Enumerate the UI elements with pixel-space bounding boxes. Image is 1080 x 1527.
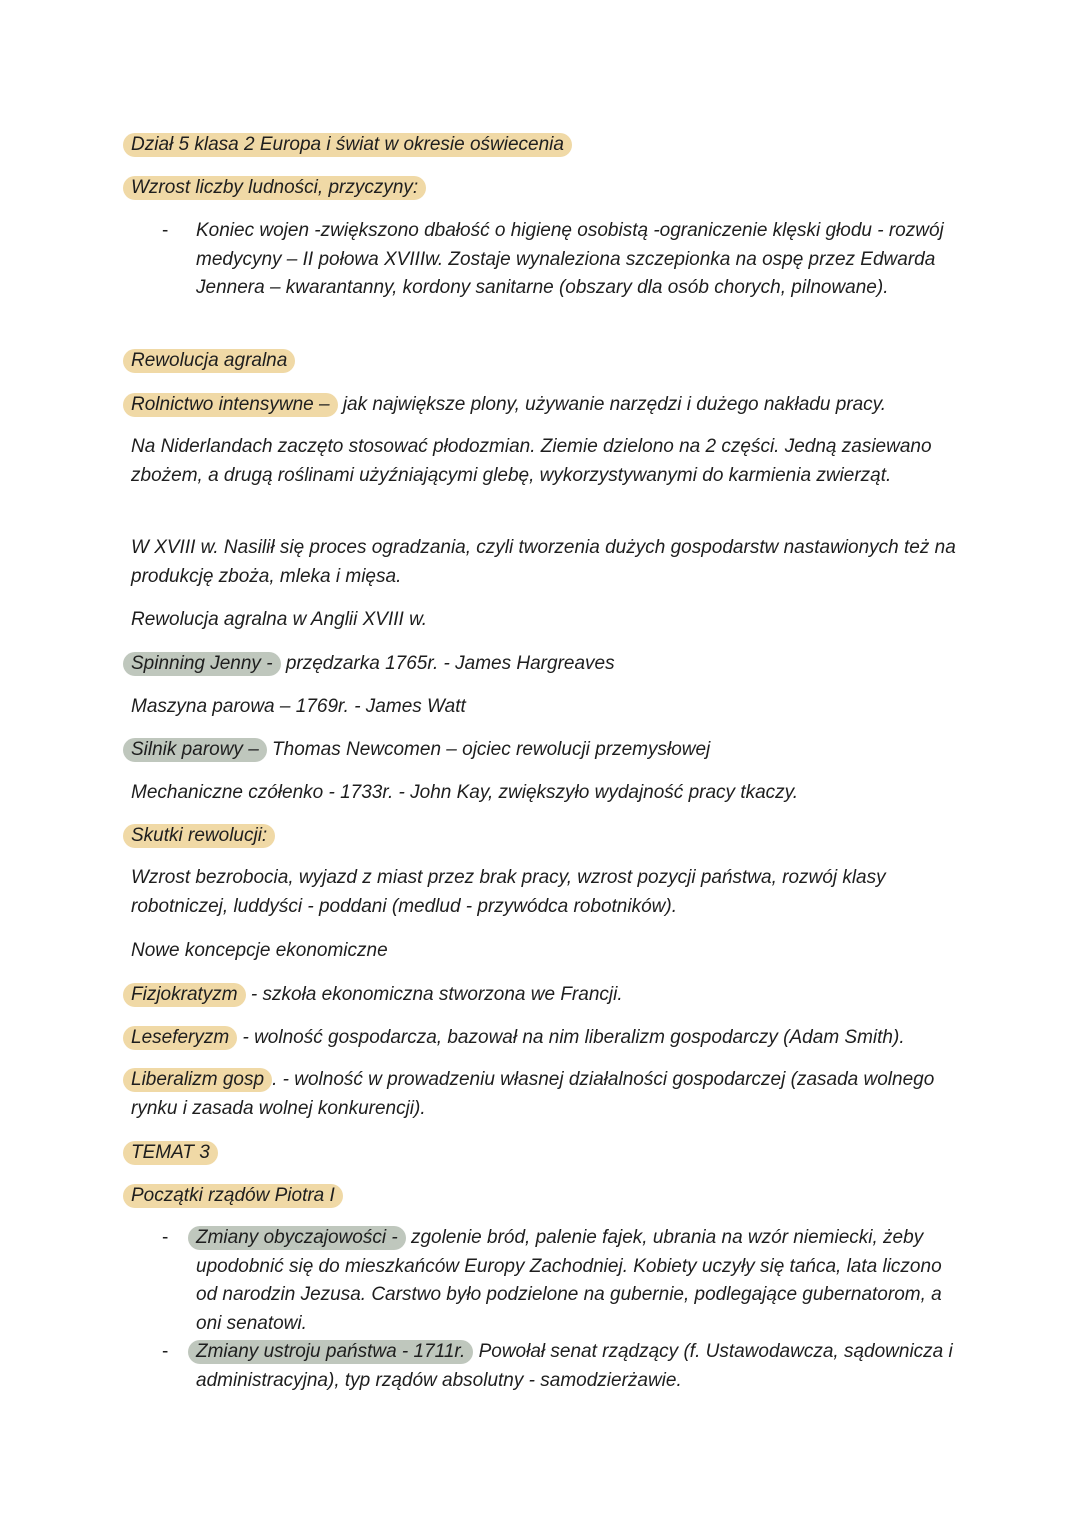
- text-spinning: przędzarka 1765r. - James Hargreaves: [280, 653, 615, 674]
- text-obyczaj: zgolenie bród, palenie fajek, ubrania na wzór niemiecki, żeby upodobnić się do mieszkańców Europy Zachodniej. Kobiety uczyły się tańca, lata liczono od narodzin Jezusa. Carstwo było podzielone na gubernie, podlegające gubernatorom, a oni senatowi.: [196, 1227, 942, 1334]
- heading-rewolucja: Rewolucja agralna: [123, 349, 295, 373]
- text-silnik: Thomas Newcomen – ojciec rewolucji przemysłowej: [266, 739, 711, 760]
- term-rolnictwo: Rolnictwo intensywne –: [123, 393, 338, 417]
- bullet-dash: -: [162, 220, 169, 241]
- bullet-dash: -: [162, 1341, 169, 1362]
- para-liberalizm: [131, 1066, 961, 1123]
- line-leseferyzm: [131, 1023, 905, 1052]
- term-spinning: Spinning Jenny -: [123, 652, 281, 676]
- term-fizjokratyzm: Fizjokratyzm: [123, 983, 246, 1007]
- text-leseferyzm: - wolność gospodarcza, bazował na nim liberalizm gospodarczy (Adam Smith).: [237, 1027, 905, 1048]
- term-silnik: Silnik parowy –: [123, 738, 267, 762]
- line-silnik: [131, 735, 710, 764]
- bullet-population-causes: Koniec wojen -zwiększono dbałość o higienę osobistą -ograniczenie klęski głodu - rozwój medycyny – II połowa XVIIIw. Zostaje wynaleziona szczepionka na ospę przez Edwarda Jennera – kwarantanny, kordony sanitarne (obszary dla osób chorych, pilnowane).: [196, 220, 944, 298]
- text-rolnictwo: jak największe plony, używanie narzędzi i dużego nakładu pracy.: [337, 394, 887, 415]
- para-xviii: W XVIII w. Nasilił się proces ogradzania, czyli tworzenia dużych gospodarstw nastawionych też na produkcję zboża, mleka i mięsa.: [131, 537, 956, 587]
- line-anglia: Rewolucja agralna w Anglii XVIII w.: [131, 609, 428, 630]
- bullet-ustroj: [196, 1338, 956, 1395]
- heading-effects: [131, 821, 275, 850]
- line-rolnictwo: [131, 390, 886, 419]
- para-niderlandy: Na Niderlandach zaczęto stosować płodozmian. Ziemie dzielono na 2 części. Jedną zasiewano zbożem, a drugą roślinami użyźniającymi glebę, wykorzystywanymi do karmienia zwierząt.: [131, 436, 932, 486]
- term-liberalizm: Liberalizm gosp: [123, 1068, 272, 1092]
- heading-dzial: Dział 5 klasa 2 Europa i świat w okresie oświecenia: [123, 133, 572, 157]
- bullet-dash: -: [162, 1227, 169, 1248]
- heading-skutki: Skutki rewolucji:: [123, 824, 275, 848]
- term-ustroj: Zmiany ustroju państwa - 1711r.: [188, 1340, 473, 1364]
- heading-section: [131, 130, 572, 159]
- line-fizjokratyzm: [131, 980, 623, 1009]
- text-liberalizm: . - wolność w prowadzeniu własnej działalności gospodarczej (zasada wolnego rynku i zasada wolnej konkurencji).: [131, 1069, 935, 1119]
- bullet-obyczaj: [196, 1224, 956, 1338]
- heading-topic3: [131, 1138, 218, 1167]
- heading-piotr: Początki rządów Piotra I: [123, 1184, 343, 1208]
- heading-peter: [131, 1181, 343, 1210]
- text-fizjokratyzm: - szkoła ekonomiczna stworzona we Francji.: [245, 984, 623, 1005]
- line-czolenko: Mechaniczne czółenko - 1733r. - John Kay, zwiększyło wydajność pracy tkaczy.: [131, 782, 799, 803]
- text-ustroj: Powołał senat rządzący (f. Ustawodawcza, sądownicza i administracyjna), typ rządów absolutny - samodzierżawie.: [196, 1341, 953, 1391]
- term-leseferyzm: Leseferyzm: [123, 1026, 237, 1050]
- heading-agrarian: [131, 346, 295, 375]
- line-koncepcje: Nowe koncepcje ekonomiczne: [131, 940, 388, 961]
- heading-population: [131, 173, 426, 202]
- line-spinning: [131, 649, 615, 678]
- heading-wzrost: Wzrost liczby ludności, przyczyny:: [123, 176, 426, 200]
- term-obyczaj: Zmiany obyczajowości -: [188, 1226, 406, 1250]
- heading-temat: TEMAT 3: [123, 1141, 218, 1165]
- para-skutki: Wzrost bezrobocia, wyjazd z miast przez brak pracy, wzrost pozycji państwa, rozwój klasy robotniczej, luddyści - poddani (medlud - przywódca robotników).: [131, 867, 886, 917]
- line-maszyna: Maszyna parowa – 1769r. - James Watt: [131, 696, 466, 717]
